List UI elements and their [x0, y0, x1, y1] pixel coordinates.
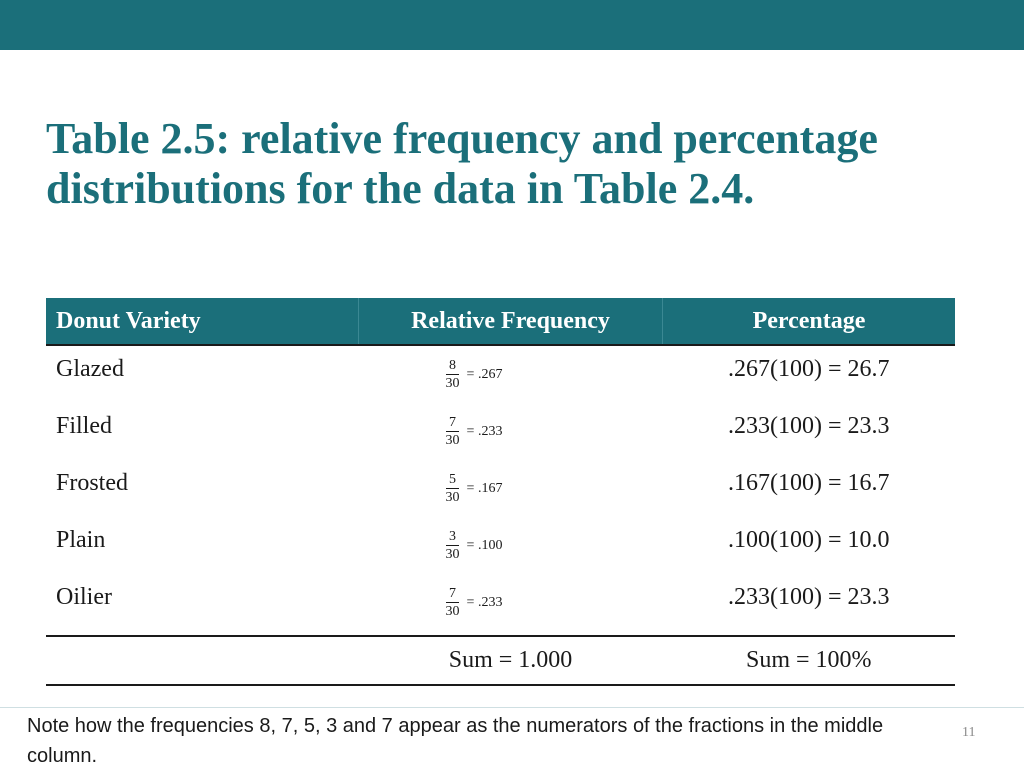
table-header-row: [46, 299, 955, 346]
sum-relative-frequency: Sum = 1.000: [359, 636, 663, 685]
variety-cell: Glazed: [56, 356, 124, 382]
table-row: [46, 460, 955, 517]
fraction-expression: [443, 415, 503, 449]
percentage-cell: .233(100) = 23.3: [727, 413, 890, 439]
percentage-cell: .100(100) = 10.0: [727, 527, 890, 553]
fraction-numerator: 3: [446, 529, 459, 546]
fraction-result: = .167: [466, 481, 503, 496]
table-row: [46, 403, 955, 460]
fraction: [443, 358, 463, 392]
relative-frequency-cell: [359, 574, 663, 631]
relative-frequency-cell: [359, 517, 663, 574]
sum-percentage: Sum = 100%: [663, 636, 956, 685]
fraction-denominator: 30: [445, 547, 460, 562]
percentage-cell: .167(100) = 16.7: [727, 470, 890, 496]
table-row: [46, 345, 955, 403]
fraction-numerator: 7: [446, 415, 459, 432]
fraction: [443, 415, 463, 449]
percentage-cell: .233(100) = 23.3: [727, 584, 890, 610]
top-accent-bar: [0, 0, 1024, 50]
percentage-cell: .267(100) = 26.7: [727, 356, 890, 382]
fraction-denominator: 30: [445, 490, 460, 505]
relative-frequency-cell: [359, 460, 663, 517]
relative-frequency-cell: [359, 345, 663, 403]
fraction-numerator: 8: [446, 358, 459, 375]
fraction-denominator: 30: [445, 604, 460, 619]
footnote-divider: [0, 707, 1024, 708]
header-percentage: Percentage: [663, 299, 956, 346]
variety-cell: Frosted: [56, 470, 128, 496]
distribution-table-container: [46, 298, 955, 686]
fraction-result: = .233: [466, 595, 503, 610]
variety-cell: Filled: [56, 413, 113, 439]
table-row: [46, 517, 955, 574]
fraction-result: = .233: [466, 424, 503, 439]
slide-title: [46, 114, 986, 214]
fraction-result: = .100: [466, 538, 503, 553]
fraction-numerator: 5: [446, 472, 459, 489]
sum-label-empty: [46, 636, 359, 685]
slide-title-line-2: distributions for the data in Table 2.4.: [46, 164, 755, 213]
relative-frequency-cell: [359, 403, 663, 460]
variety-cell: Oilier: [56, 584, 112, 610]
fraction-numerator: 7: [446, 586, 459, 603]
fraction: [443, 472, 463, 506]
fraction-expression: [443, 529, 503, 563]
sum-row: [46, 636, 955, 685]
header-donut-variety: Donut Variety: [46, 299, 359, 346]
variety-cell: Plain: [56, 527, 106, 553]
fraction: [443, 529, 463, 563]
fraction: [443, 586, 463, 620]
fraction-denominator: 30: [445, 376, 460, 391]
fraction-result: = .267: [466, 367, 503, 382]
fraction-denominator: 30: [445, 433, 460, 448]
fraction-expression: [443, 586, 503, 620]
fraction-expression: [443, 358, 503, 392]
table-row: [46, 574, 955, 631]
footnote-text: Note how the frequencies 8, 7, 5, 3 and 7 appear as the numerators of the fractions in the middle column.: [27, 715, 884, 767]
slide-title-line-1: Table 2.5: relative frequency and percentage: [46, 114, 878, 163]
page-number: 11: [962, 725, 976, 740]
distribution-table: [46, 298, 955, 686]
fraction-expression: [443, 472, 503, 506]
header-relative-frequency: Relative Frequency: [359, 299, 663, 346]
